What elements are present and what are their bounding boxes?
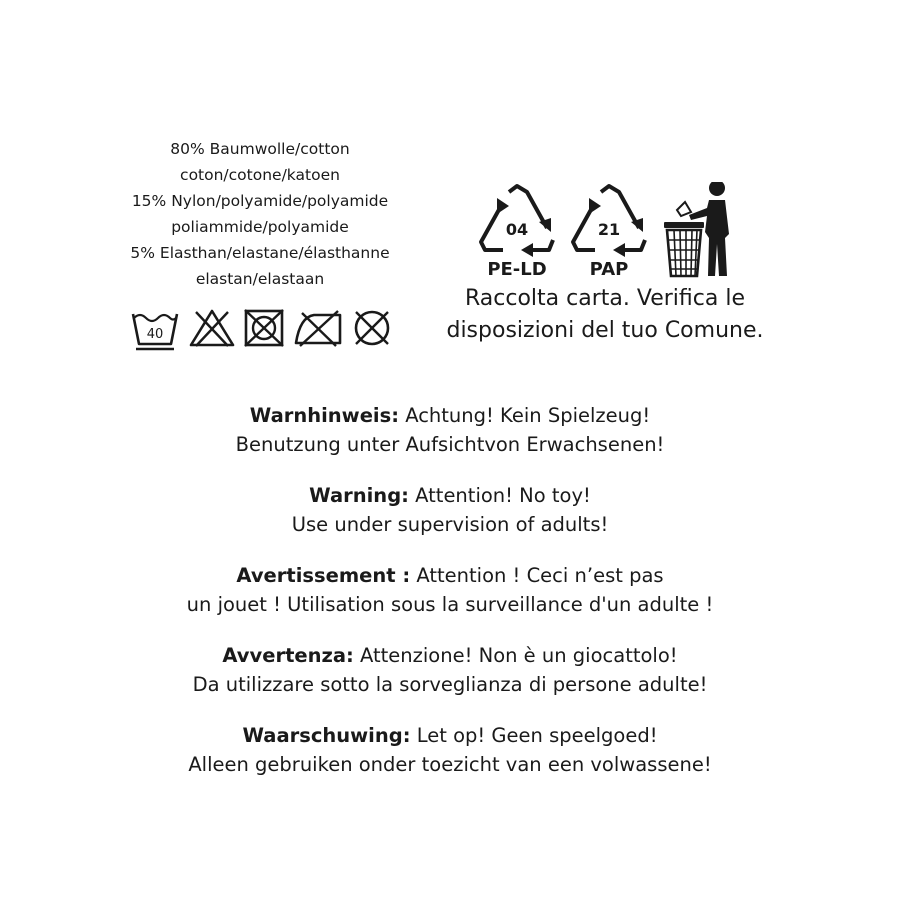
composition-line: coton/cotone/katoen: [180, 166, 340, 184]
composition-line: 5% Elasthan/elastane/élasthanne: [130, 244, 390, 262]
composition-line: elastan/elastaan: [195, 270, 325, 288]
warning-text: un jouet ! Utilisation sous la surveillance d'un adulte !: [186, 593, 714, 616]
recycling-note-line: disposizioni del tuo Comune.: [446, 318, 764, 343]
warning-text: Da utilizzare sotto la sorveglianza di persone adulte!: [192, 673, 708, 696]
warning-text: Attenzione! Non è un giocattolo!: [353, 644, 678, 667]
composition-line: poliammide/polyamide: [171, 218, 349, 236]
recycling-code-label: PE-LD: [487, 259, 547, 280]
recycling-note-line: Raccolta carta. Verifica le: [465, 286, 745, 311]
warning-label: Waarschuwing:: [242, 724, 411, 747]
warning-text: Benutzung unter Aufsichtvon Erwachsenen!: [235, 433, 665, 456]
composition-line: 80% Baumwolle/cotton: [170, 140, 350, 158]
care-symbols: [130, 308, 400, 354]
recycling-symbols: [475, 182, 750, 282]
recycling-note: [405, 283, 805, 347]
warning-label: Warning:: [309, 484, 409, 507]
warning-block-fr: [100, 561, 800, 619]
warning-block-nl: [100, 721, 800, 779]
warning-text: Achtung! Kein Spielzeug!: [399, 404, 651, 427]
warning-text: Alleen gebruiken onder toezicht van een volwassene!: [188, 753, 712, 776]
recycling-code-number: 21: [597, 220, 621, 239]
composition-list: [110, 136, 410, 292]
warning-block-it: [100, 641, 800, 699]
recycling-code-pap-icon: [567, 182, 651, 280]
warning-label: Avertissement :: [236, 564, 411, 587]
warning-text: Use under supervision of adults!: [291, 513, 609, 536]
warning-block-de: [100, 401, 800, 459]
warning-text: Attention! No toy!: [408, 484, 591, 507]
recycling-code-pe-ld-icon: [475, 182, 559, 280]
warnings-section: [100, 401, 800, 801]
do-not-iron-icon: [292, 308, 344, 348]
warning-text: Let op! Geen speelgoed!: [410, 724, 658, 747]
recycling-code-label: PAP: [589, 259, 629, 280]
do-not-dry-clean-icon: [350, 308, 394, 348]
warning-label: Warnhinweis:: [249, 404, 400, 427]
warning-block-en: [100, 481, 800, 539]
do-not-tumble-dry-icon: [242, 308, 286, 348]
do-not-bleach-icon: [188, 308, 236, 348]
warning-text: Attention ! Ceci n’est pas: [410, 564, 664, 587]
waste-bin-person-icon: [661, 182, 745, 280]
recycling-code-number: 04: [505, 220, 529, 239]
composition-line: 15% Nylon/polyamide/polyamide: [131, 192, 389, 210]
wash-temperature: 40: [146, 327, 164, 342]
warning-label: Avvertenza:: [222, 644, 354, 667]
wash-40-icon: [130, 308, 180, 354]
